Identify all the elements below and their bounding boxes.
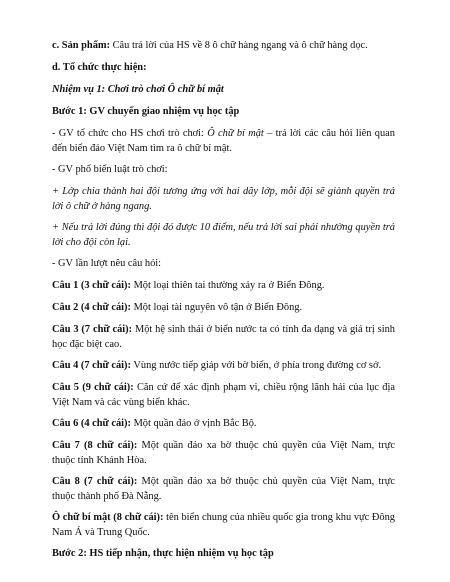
question-text: Căn cứ để xác định phạm vi, chiều rộng lãnh hải của lục địa Việt Nam và các vùng biển khác. <box>52 382 396 408</box>
question-item <box>52 474 395 504</box>
question-item <box>52 438 395 468</box>
question-label: Câu 6 (4 chữ cái): <box>52 418 131 429</box>
question-item <box>52 380 395 410</box>
product-text: Câu trả lời của HS về 8 ô chữ hàng ngang và ô chữ hàng dọc. <box>110 40 368 51</box>
rule-item: + Lớp chia thành hai đội tương ứng với hai dãy lớp, mỗi đội sẽ giành quyền trả lời ô chữ ở hàng ngang. <box>52 186 395 212</box>
document-page <box>52 38 395 568</box>
organize-heading: d. Tổ chức thực hiện: <box>52 62 147 73</box>
rule-item: + Nếu trả lời đúng thì đội đó được 10 điểm, nếu trả lời sai phải nhường quyền trả lời cho đội còn lại. <box>52 222 395 248</box>
question-text: Một quần đảo ở vịnh Bắc Bộ. <box>130 418 257 429</box>
gv-rules-line: - GV phổ biến luật trò chơi: <box>52 164 168 175</box>
question-label: Câu 1 (3 chữ cái): <box>52 280 131 291</box>
product-line <box>52 38 395 53</box>
question-text: Một loại thiên tai thường xảy ra ở Biển Đông. <box>130 280 325 291</box>
step1-heading: Bước 1: GV chuyển giao nhiệm vụ học tập <box>52 106 240 117</box>
question-label: Câu 2 (4 chữ cái): <box>52 302 131 313</box>
question-text: Vùng nước tiếp giáp với bờ biển, ở phía trong đường cơ sở. <box>130 360 382 371</box>
question-item <box>52 300 395 315</box>
secret-word-item <box>52 510 395 540</box>
question-text: tên biển chung của nhiều quốc gia trong khu vực Đông Nam Á và Trung Quốc. <box>52 512 395 538</box>
gv-organize-paragraph <box>52 126 395 156</box>
question-label: Câu 8 (7 chữ cái): <box>52 476 138 487</box>
gv-organize-before: - GV tổ chức cho HS chơi trò chơi: <box>52 128 208 139</box>
question-label: Câu 3 (7 chữ cái): <box>52 324 133 335</box>
question-text: Một loại tài nguyên vô tận ở Biển Đông. <box>130 302 303 313</box>
gv-questions-line: - GV lần lượt nêu câu hỏi: <box>52 258 162 269</box>
question-text: Một quần đảo xa bờ thuộc chủ quyền của Việt Nam, trực thuộc thành phố Đà Nẵng. <box>52 476 395 502</box>
step2-heading: Bước 2: HS tiếp nhận, thực hiện nhiệm vụ học tập <box>52 548 274 559</box>
question-item <box>52 416 395 431</box>
question-label: Câu 7 (8 chữ cái): <box>52 440 138 451</box>
question-label: Ô chữ bí mật (8 chữ cái): <box>52 512 164 523</box>
question-text: Một quần đảo xa bờ thuộc chủ quyền của Việt Nam, trực thuộc tỉnh Khánh Hòa. <box>52 440 395 466</box>
question-label: Câu 4 (7 chữ cái): <box>52 360 131 371</box>
task1-heading: Nhiệm vụ 1: Chơi trò chơi Ô chữ bí mật <box>52 84 224 95</box>
question-item <box>52 358 395 373</box>
question-item <box>52 278 395 293</box>
game-name: Ô chữ bí mật <box>207 128 264 139</box>
product-label: c. Sản phẩm: <box>52 40 111 51</box>
question-label: Câu 5 (9 chữ cái): <box>52 382 134 393</box>
question-text: Một hệ sinh thái ở biển nước ta có tính đa dạng và giá trị sinh học đặc biệt cao. <box>52 324 395 350</box>
gv-organize-after: – trả lời các câu hỏi liên quan đến biển đảo Việt Nam tìm ra ô chữ bí mật. <box>52 128 395 154</box>
question-item <box>52 322 395 352</box>
